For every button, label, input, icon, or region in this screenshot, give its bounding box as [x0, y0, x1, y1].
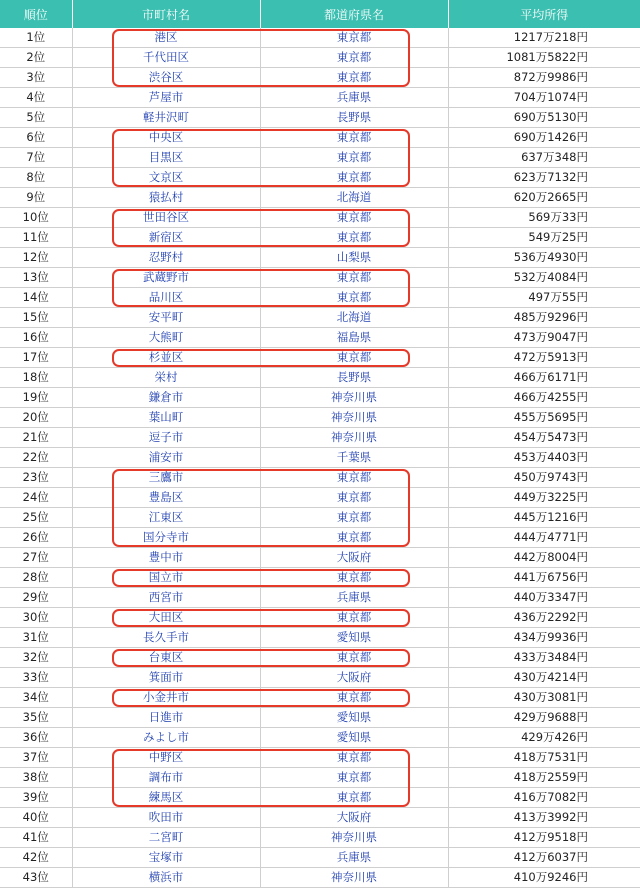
city-cell[interactable]: 長久手市	[72, 628, 260, 648]
city-cell[interactable]: 豊中市	[72, 548, 260, 568]
table-row	[0, 568, 640, 588]
prefecture-cell: 神奈川県	[260, 868, 448, 888]
prefecture-cell: 兵庫県	[260, 588, 448, 608]
prefecture-cell: 東京都	[260, 288, 448, 308]
table-row	[0, 248, 640, 268]
prefecture-cell: 愛知県	[260, 628, 448, 648]
table-row	[0, 388, 640, 408]
rank-cell: 15位	[0, 308, 72, 328]
prefecture-cell: 神奈川県	[260, 828, 448, 848]
income-cell: 536万4930円	[448, 248, 640, 268]
prefecture-cell: 東京都	[260, 208, 448, 228]
table-row	[0, 688, 640, 708]
income-cell: 623万7132円	[448, 168, 640, 188]
city-cell[interactable]: 文京区	[72, 168, 260, 188]
rank-cell: 34位	[0, 688, 72, 708]
income-cell: 569万33円	[448, 208, 640, 228]
income-cell: 454万5473円	[448, 428, 640, 448]
city-cell[interactable]: みよし市	[72, 728, 260, 748]
prefecture-cell: 東京都	[260, 788, 448, 808]
income-cell: 418万7531円	[448, 748, 640, 768]
rank-cell: 6位	[0, 128, 72, 148]
rank-cell: 43位	[0, 868, 72, 888]
table-row	[0, 508, 640, 528]
rank-cell: 5位	[0, 108, 72, 128]
city-cell[interactable]: 台東区	[72, 648, 260, 668]
prefecture-cell: 愛知県	[260, 728, 448, 748]
table-row	[0, 608, 640, 628]
table-row	[0, 648, 640, 668]
table-row	[0, 548, 640, 568]
city-cell[interactable]: 新宿区	[72, 228, 260, 248]
city-cell[interactable]: 浦安市	[72, 448, 260, 468]
prefecture-cell: 東京都	[260, 28, 448, 48]
prefecture-cell: 東京都	[260, 128, 448, 148]
income-cell: 413万3992円	[448, 808, 640, 828]
header-average-income[interactable]: 平均所得	[448, 0, 640, 28]
income-cell: 410万9246円	[448, 868, 640, 888]
income-cell: 412万9518円	[448, 828, 640, 848]
rank-cell: 14位	[0, 288, 72, 308]
table-row	[0, 148, 640, 168]
rank-cell: 40位	[0, 808, 72, 828]
table-row	[0, 708, 640, 728]
rank-cell: 18位	[0, 368, 72, 388]
prefecture-cell: 東京都	[260, 768, 448, 788]
rank-cell: 11位	[0, 228, 72, 248]
city-cell[interactable]: 栄村	[72, 368, 260, 388]
city-cell[interactable]: 品川区	[72, 288, 260, 308]
income-cell: 441万6756円	[448, 568, 640, 588]
rank-cell: 12位	[0, 248, 72, 268]
rank-cell: 24位	[0, 488, 72, 508]
rank-cell: 16位	[0, 328, 72, 348]
income-cell: 429万9688円	[448, 708, 640, 728]
city-cell[interactable]: 目黒区	[72, 148, 260, 168]
city-cell[interactable]: 渋谷区	[72, 68, 260, 88]
prefecture-cell: 東京都	[260, 528, 448, 548]
table-row	[0, 48, 640, 68]
income-cell: 449万3225円	[448, 488, 640, 508]
prefecture-cell: 東京都	[260, 648, 448, 668]
rank-cell: 32位	[0, 648, 72, 668]
income-cell: 412万6037円	[448, 848, 640, 868]
prefecture-cell: 北海道	[260, 188, 448, 208]
table-row	[0, 588, 640, 608]
prefecture-cell: 東京都	[260, 168, 448, 188]
table-row	[0, 68, 640, 88]
rank-cell: 23位	[0, 468, 72, 488]
table-row	[0, 288, 640, 308]
city-cell[interactable]: 中野区	[72, 748, 260, 768]
table-row	[0, 128, 640, 148]
city-cell[interactable]: 日進市	[72, 708, 260, 728]
table-row	[0, 828, 640, 848]
rank-cell: 1位	[0, 28, 72, 48]
income-cell: 1217万218円	[448, 28, 640, 48]
city-cell[interactable]: 国分寺市	[72, 528, 260, 548]
income-cell: 418万2559円	[448, 768, 640, 788]
income-cell: 450万9743円	[448, 468, 640, 488]
rank-cell: 10位	[0, 208, 72, 228]
city-cell[interactable]: 大熊町	[72, 328, 260, 348]
rank-cell: 36位	[0, 728, 72, 748]
rank-cell: 7位	[0, 148, 72, 168]
table-row	[0, 768, 640, 788]
income-cell: 532万4084円	[448, 268, 640, 288]
table-row	[0, 188, 640, 208]
table-row	[0, 628, 640, 648]
prefecture-cell: 兵庫県	[260, 88, 448, 108]
rank-cell: 41位	[0, 828, 72, 848]
city-cell[interactable]: 安平町	[72, 308, 260, 328]
prefecture-cell: 長野県	[260, 108, 448, 128]
city-cell[interactable]: 鎌倉市	[72, 388, 260, 408]
city-cell[interactable]: 逗子市	[72, 428, 260, 448]
prefecture-cell: 神奈川県	[260, 388, 448, 408]
city-cell[interactable]: 江東区	[72, 508, 260, 528]
table-row	[0, 448, 640, 468]
city-cell[interactable]: 小金井市	[72, 688, 260, 708]
rank-cell: 8位	[0, 168, 72, 188]
rank-cell: 31位	[0, 628, 72, 648]
table-row	[0, 368, 640, 388]
rank-cell: 33位	[0, 668, 72, 688]
table-row	[0, 748, 640, 768]
rank-cell: 29位	[0, 588, 72, 608]
prefecture-cell: 東京都	[260, 48, 448, 68]
rank-cell: 19位	[0, 388, 72, 408]
rank-cell: 27位	[0, 548, 72, 568]
prefecture-cell: 東京都	[260, 748, 448, 768]
rank-cell: 39位	[0, 788, 72, 808]
table-row	[0, 268, 640, 288]
income-cell: 872万9986円	[448, 68, 640, 88]
city-cell[interactable]: 国立市	[72, 568, 260, 588]
header-city[interactable]: 市町村名	[72, 0, 260, 28]
income-cell: 497万55円	[448, 288, 640, 308]
table-row	[0, 108, 640, 128]
prefecture-cell: 東京都	[260, 148, 448, 168]
header-rank[interactable]: 順位	[0, 0, 72, 28]
table-row	[0, 468, 640, 488]
income-cell: 429万426円	[448, 728, 640, 748]
income-cell: 436万2292円	[448, 608, 640, 628]
income-cell: 444万4771円	[448, 528, 640, 548]
prefecture-cell: 東京都	[260, 228, 448, 248]
income-cell: 466万4255円	[448, 388, 640, 408]
city-cell[interactable]: 猿払村	[72, 188, 260, 208]
income-cell: 690万5130円	[448, 108, 640, 128]
table-header-row	[0, 0, 640, 28]
city-cell[interactable]: 芦屋市	[72, 88, 260, 108]
city-cell[interactable]: 杉並区	[72, 348, 260, 368]
prefecture-cell: 兵庫県	[260, 848, 448, 868]
income-cell: 416万7082円	[448, 788, 640, 808]
prefecture-cell: 北海道	[260, 308, 448, 328]
income-cell: 442万8004円	[448, 548, 640, 568]
city-cell[interactable]: 豊島区	[72, 488, 260, 508]
rank-cell: 2位	[0, 48, 72, 68]
city-cell[interactable]: 横浜市	[72, 868, 260, 888]
prefecture-cell: 東京都	[260, 268, 448, 288]
income-cell: 637万348円	[448, 148, 640, 168]
prefecture-cell: 長野県	[260, 368, 448, 388]
income-cell: 472万5913円	[448, 348, 640, 368]
rank-cell: 3位	[0, 68, 72, 88]
income-cell: 433万3484円	[448, 648, 640, 668]
income-cell: 473万9047円	[448, 328, 640, 348]
rank-cell: 21位	[0, 428, 72, 448]
table-row	[0, 348, 640, 368]
rank-cell: 9位	[0, 188, 72, 208]
prefecture-cell: 愛知県	[260, 708, 448, 728]
city-cell[interactable]: 葉山町	[72, 408, 260, 428]
table-row	[0, 408, 640, 428]
rank-cell: 4位	[0, 88, 72, 108]
rank-cell: 22位	[0, 448, 72, 468]
city-cell[interactable]: 練馬区	[72, 788, 260, 808]
income-cell: 620万2665円	[448, 188, 640, 208]
city-cell[interactable]: 調布市	[72, 768, 260, 788]
prefecture-cell: 東京都	[260, 568, 448, 588]
city-cell[interactable]: 武蔵野市	[72, 268, 260, 288]
income-cell: 434万9936円	[448, 628, 640, 648]
city-cell[interactable]: 西宮市	[72, 588, 260, 608]
income-cell: 466万6171円	[448, 368, 640, 388]
prefecture-cell: 東京都	[260, 688, 448, 708]
rank-cell: 37位	[0, 748, 72, 768]
prefecture-cell: 東京都	[260, 348, 448, 368]
city-cell[interactable]: 忍野村	[72, 248, 260, 268]
prefecture-cell: 東京都	[260, 488, 448, 508]
income-cell: 430万3081円	[448, 688, 640, 708]
prefecture-cell: 東京都	[260, 508, 448, 528]
rank-cell: 17位	[0, 348, 72, 368]
city-cell[interactable]: 三鷹市	[72, 468, 260, 488]
table-row	[0, 208, 640, 228]
prefecture-cell: 山梨県	[260, 248, 448, 268]
rank-cell: 13位	[0, 268, 72, 288]
city-cell[interactable]: 箕面市	[72, 668, 260, 688]
income-cell: 440万3347円	[448, 588, 640, 608]
prefecture-cell: 神奈川県	[260, 428, 448, 448]
city-cell[interactable]: 二宮町	[72, 828, 260, 848]
income-cell: 1081万5822円	[448, 48, 640, 68]
income-cell: 704万1074円	[448, 88, 640, 108]
table-row	[0, 808, 640, 828]
rank-cell: 25位	[0, 508, 72, 528]
table-row	[0, 528, 640, 548]
income-cell: 445万1216円	[448, 508, 640, 528]
city-cell[interactable]: 世田谷区	[72, 208, 260, 228]
table-row	[0, 168, 640, 188]
table-row	[0, 788, 640, 808]
rank-cell: 20位	[0, 408, 72, 428]
prefecture-cell: 大阪府	[260, 668, 448, 688]
city-cell[interactable]: 大田区	[72, 608, 260, 628]
city-cell[interactable]: 軽井沢町	[72, 108, 260, 128]
table-body	[0, 28, 640, 888]
rank-cell: 42位	[0, 848, 72, 868]
income-cell: 485万9296円	[448, 308, 640, 328]
prefecture-cell: 福島県	[260, 328, 448, 348]
table-row	[0, 868, 640, 888]
table-row	[0, 308, 640, 328]
city-cell[interactable]: 千代田区	[72, 48, 260, 68]
rank-cell: 35位	[0, 708, 72, 728]
city-cell[interactable]: 港区	[72, 28, 260, 48]
prefecture-cell: 東京都	[260, 608, 448, 628]
prefecture-cell: 神奈川県	[260, 408, 448, 428]
income-cell: 549万25円	[448, 228, 640, 248]
prefecture-cell: 千葉県	[260, 448, 448, 468]
prefecture-cell: 大阪府	[260, 548, 448, 568]
income-cell: 430万4214円	[448, 668, 640, 688]
city-cell[interactable]: 宝塚市	[72, 848, 260, 868]
prefecture-cell: 東京都	[260, 468, 448, 488]
table-row	[0, 848, 640, 868]
rank-cell: 30位	[0, 608, 72, 628]
city-cell[interactable]: 中央区	[72, 128, 260, 148]
table-row	[0, 728, 640, 748]
income-cell: 453万4403円	[448, 448, 640, 468]
table-row	[0, 488, 640, 508]
rank-cell: 38位	[0, 768, 72, 788]
table-row	[0, 28, 640, 48]
rank-cell: 26位	[0, 528, 72, 548]
table-row	[0, 228, 640, 248]
table-row	[0, 328, 640, 348]
rank-cell: 28位	[0, 568, 72, 588]
header-prefecture[interactable]: 都道府県名	[260, 0, 448, 28]
prefecture-cell: 大阪府	[260, 808, 448, 828]
table-row	[0, 428, 640, 448]
table-row	[0, 668, 640, 688]
prefecture-cell: 東京都	[260, 68, 448, 88]
city-cell[interactable]: 吹田市	[72, 808, 260, 828]
table-row	[0, 88, 640, 108]
income-cell: 455万5695円	[448, 408, 640, 428]
income-cell: 690万1426円	[448, 128, 640, 148]
